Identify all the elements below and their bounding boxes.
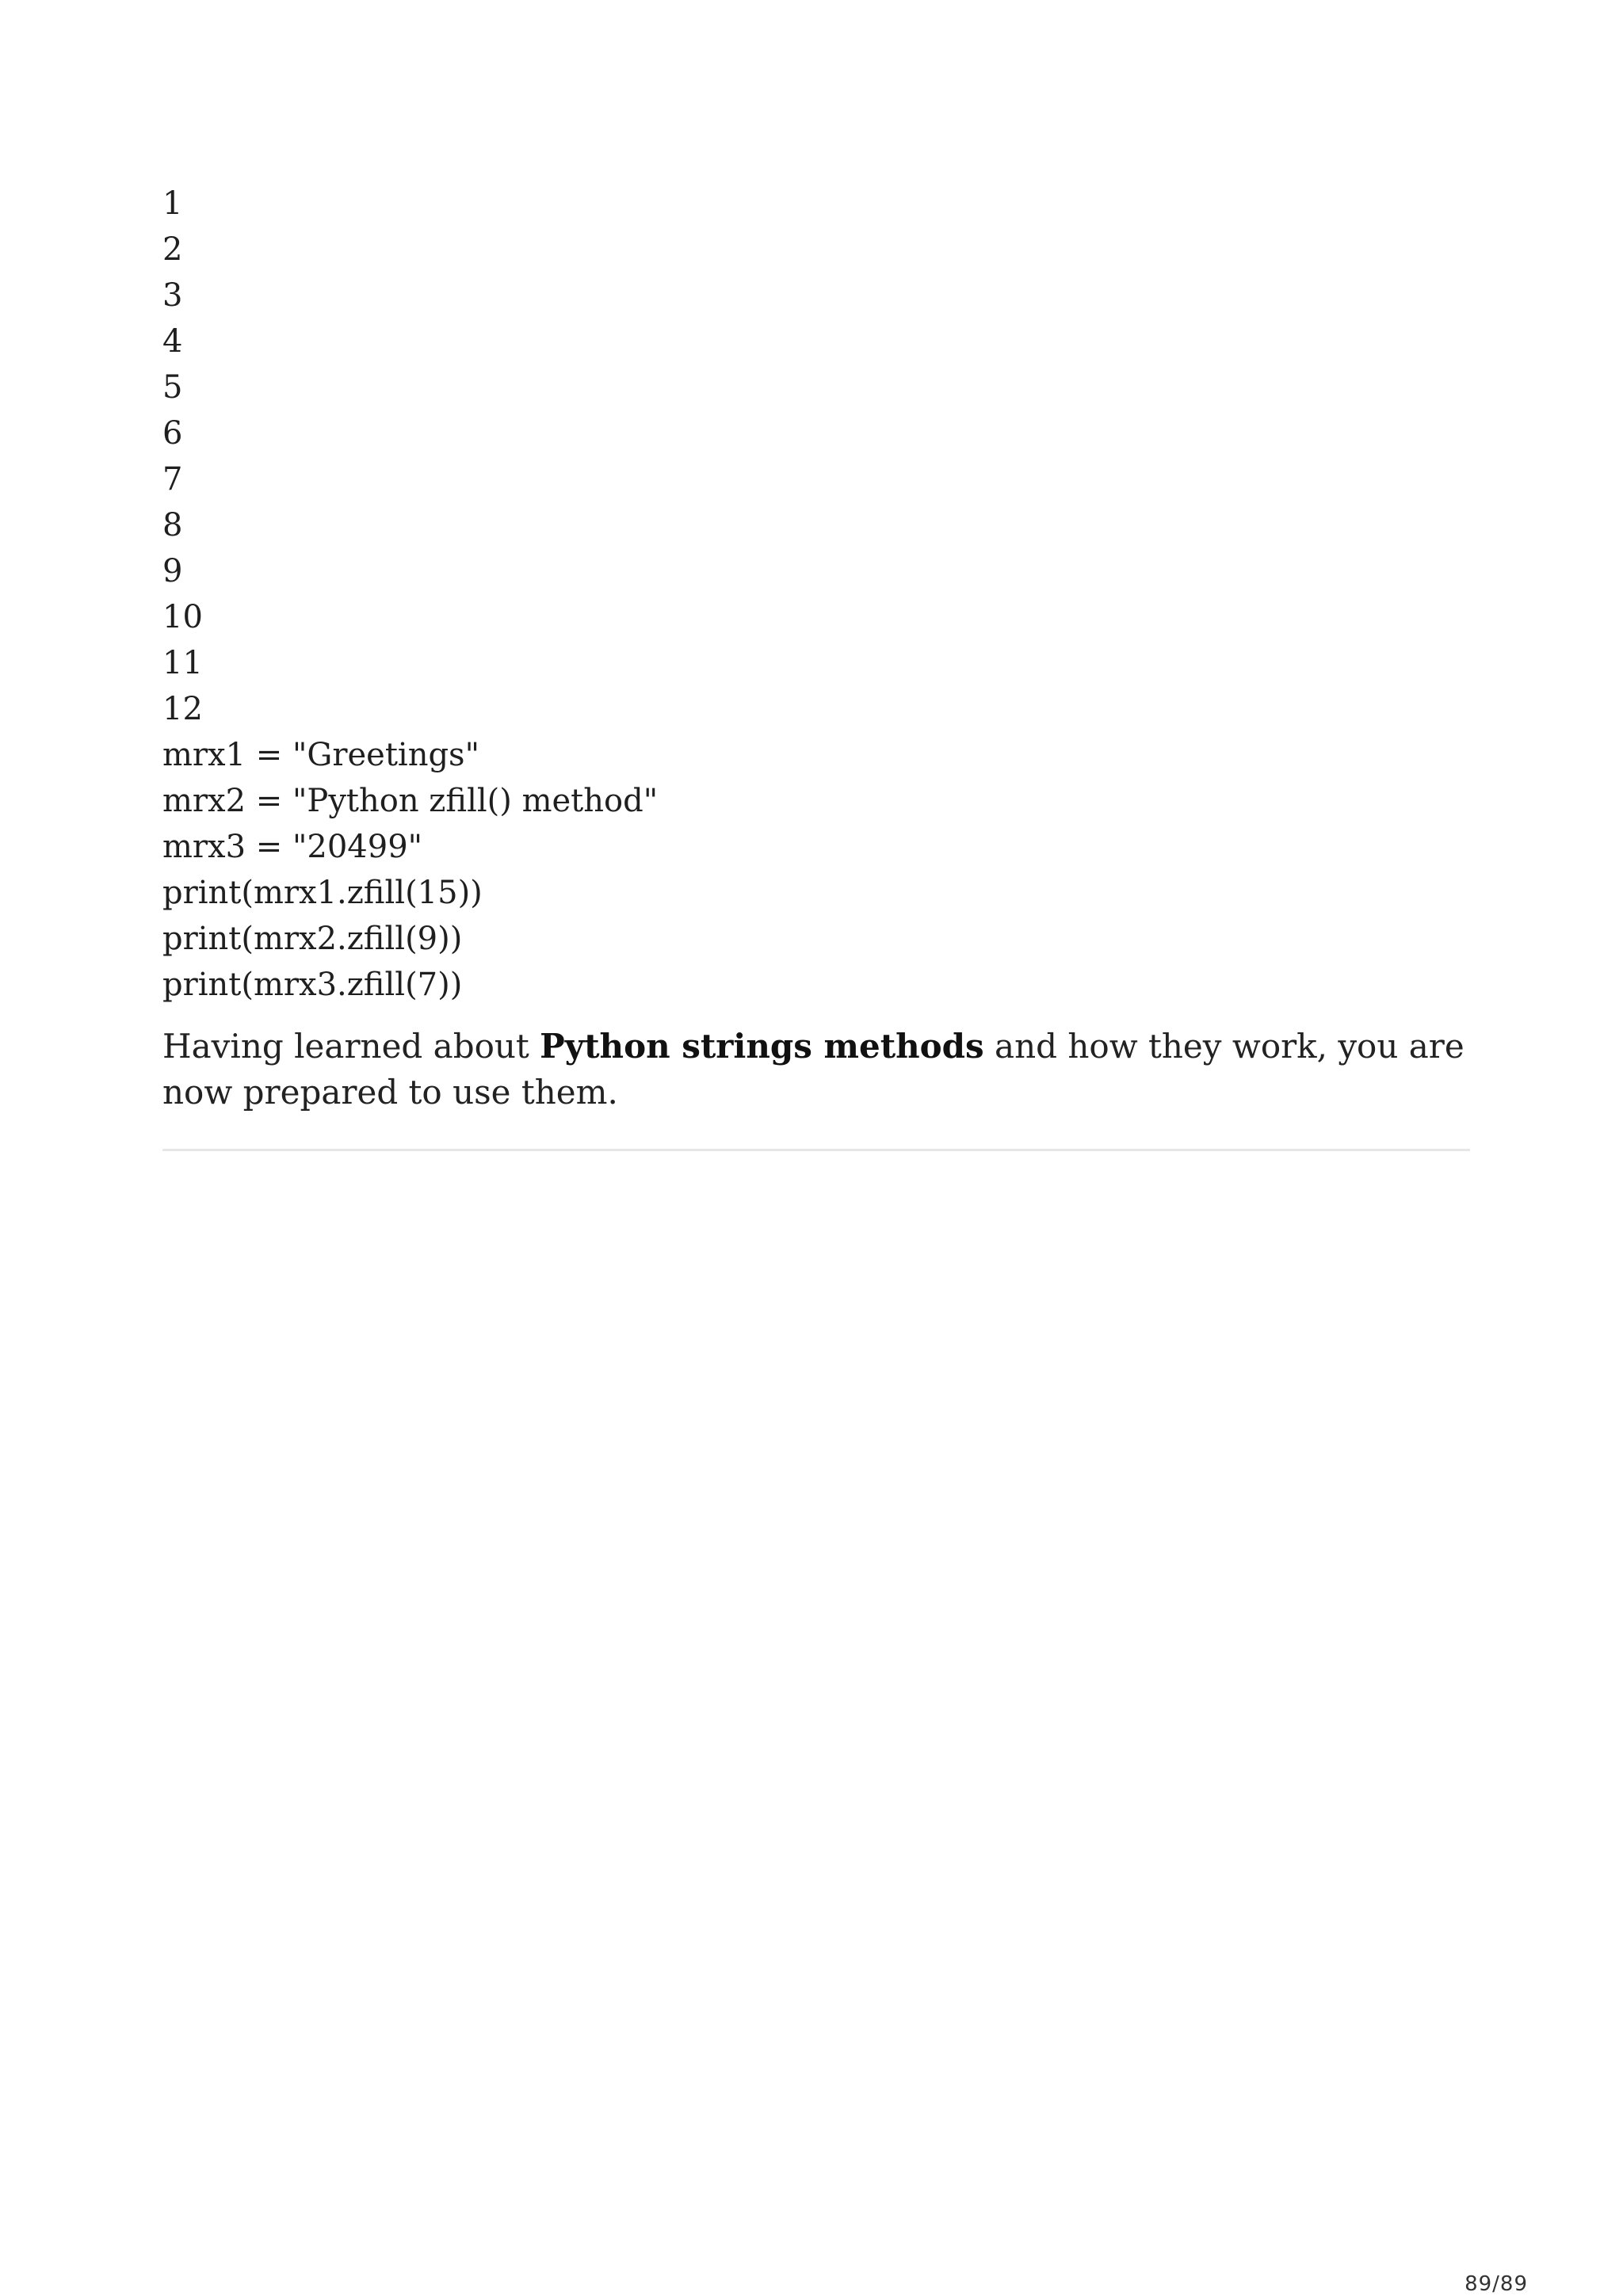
document-content — [162, 181, 1470, 1151]
line-number: 10 — [162, 599, 203, 635]
code-line: mrx1 = "Greetings" — [162, 737, 479, 773]
line-number: 1 — [162, 185, 183, 222]
code-example — [162, 181, 1470, 1008]
line-number: 5 — [162, 369, 183, 406]
code-line: mrx2 = "Python zfill() method" — [162, 783, 659, 819]
paragraph-text: and how they work, you are now prepared to use them. — [162, 1027, 1465, 1112]
line-number: 9 — [162, 553, 183, 589]
line-number: 7 — [162, 461, 183, 498]
paragraph-text: Having learned about — [162, 1027, 540, 1066]
horizontal-divider — [162, 1149, 1470, 1151]
line-number: 6 — [162, 415, 183, 452]
code-line: print(mrx1.zfill(15)) — [162, 875, 483, 911]
line-number: 12 — [162, 691, 203, 727]
code-line: mrx3 = "20499" — [162, 829, 423, 865]
line-number: 11 — [162, 645, 203, 681]
summary-paragraph — [162, 1024, 1470, 1116]
code-line: print(mrx3.zfill(7)) — [162, 967, 463, 1003]
line-number: 3 — [162, 277, 183, 314]
line-number: 8 — [162, 507, 183, 543]
line-number: 4 — [162, 323, 183, 360]
page-number: 89/89 — [1465, 2272, 1528, 2296]
code-line: print(mrx2.zfill(9)) — [162, 921, 463, 957]
line-number: 2 — [162, 231, 183, 268]
paragraph-emphasis: Python strings methods — [540, 1027, 984, 1066]
